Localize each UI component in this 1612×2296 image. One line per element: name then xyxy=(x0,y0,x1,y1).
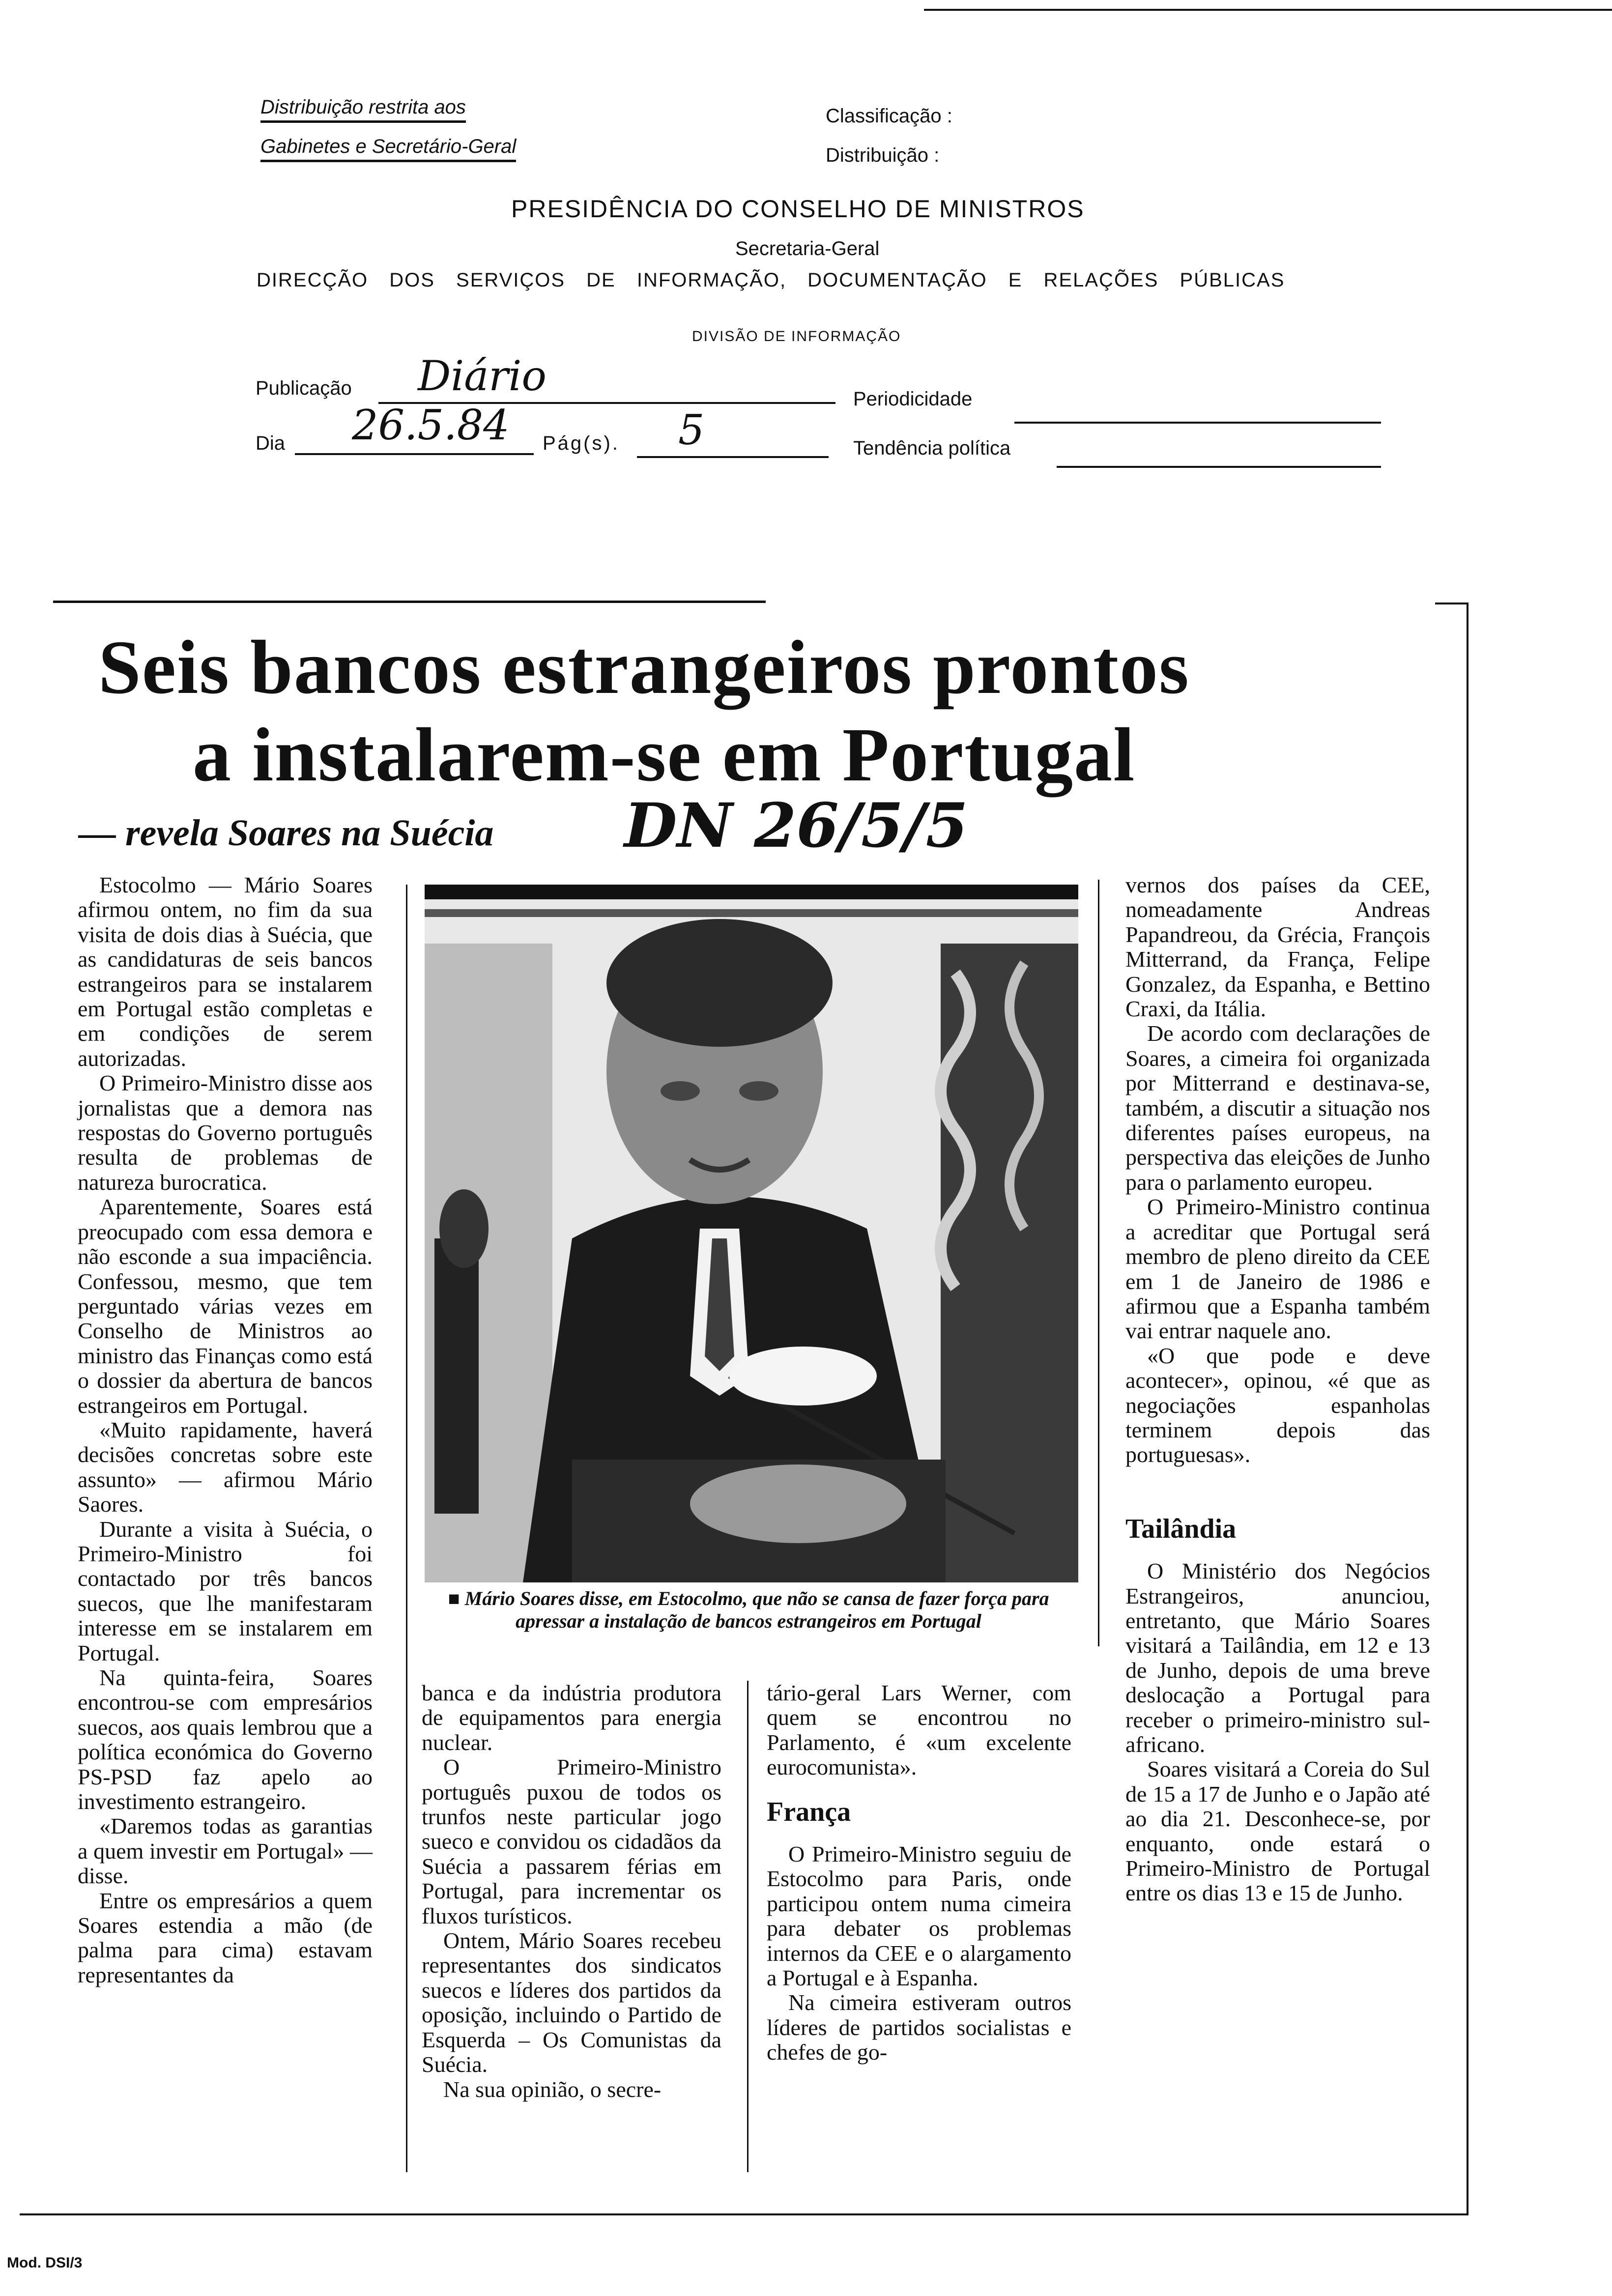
column-3 xyxy=(767,1681,1071,2065)
subheading-tailandia: Tailândia xyxy=(1125,1513,1237,1544)
paragraph: Estocolmo — Mário Soares afirmou ontem, no fim da sua visita de dois dias à Suécia, que as candidaturas de seis bancos estrangeiros para se instalarem em Portugal estão completas e em condições de serem autorizadas. xyxy=(78,872,373,1071)
pags-value: 5 xyxy=(678,406,705,454)
tendencia-line xyxy=(1057,466,1381,468)
dia-label: Dia xyxy=(256,432,286,454)
tendencia-label: Tendência política xyxy=(853,437,1011,459)
divisao-informacao: DIVISÃO DE INFORMAÇÃO xyxy=(692,328,901,344)
paragraph: Durante a visita à Suécia, o Primeiro-Ministro foi contactado por três bancos suecos, que lhe manifestaram interesse em se instalarem em Portugal. xyxy=(78,1516,373,1665)
paragraph: Ontem, Mário Soares recebeu representantes dos sindicatos suecos e líderes dos partidos da oposição, incluindo o Partido de Esquerda – Os Comunistas da Suécia. xyxy=(422,1928,721,2077)
restricted-line-2: Gabinetes e Secretário-Geral xyxy=(260,136,516,162)
dia-value: 26.5.84 xyxy=(352,401,510,449)
dia-line xyxy=(295,453,534,455)
paragraph: banca e da indústria produtora de equipamentos para energia nuclear. xyxy=(422,1680,721,1755)
pags-label: Pág(s). xyxy=(543,432,620,454)
periodicidade-label: Periodicidade xyxy=(853,388,973,410)
publicacao-label: Publicação xyxy=(256,377,352,399)
distribuicao-label: Distribuição : xyxy=(826,144,940,166)
headline-deck: — revela Soares na Suécia xyxy=(79,812,494,854)
paragraph: O Primeiro-Ministro seguiu de Estocolmo para Paris, onde participou ontem numa cimeira para debater os problemas internos da CEE e o alargamento a Portugal e à Espanha. xyxy=(767,1841,1071,1991)
photo-graphic xyxy=(425,885,1078,1582)
paragraph: Soares visitará a Coreia do Sul de 15 a 17 de Junho e o Japão até ao dia 21. Desconhece-se, por enquanto, onde estará o Primeiro-Ministro de Portugal entre os dias 13 e 15 de Junho. xyxy=(1125,1756,1430,1906)
paragraph: «O que pode e deve acontecer», opinou, «é que as negociações espanholas terminem depois das portuguesas». xyxy=(1125,1343,1430,1467)
column-separator-2 xyxy=(1098,880,1099,1646)
photo-mario-soares xyxy=(425,885,1078,1582)
column-2 xyxy=(422,1681,721,2102)
publicacao-value: Diário xyxy=(418,352,547,400)
paragraph: De acordo com declarações de Soares, a cimeira foi organizada por Mitterrand e destinava-se, também, a discutir a situação nos diferentes países europeus, na perspectiva das eleições de Junho para o parlamento europeu. xyxy=(1125,1021,1430,1195)
paragraph: O Primeiro-Ministro disse aos jornalistas que a demora nas respostas do Governo português resulta de problemas de natureza burocratica. xyxy=(78,1070,373,1195)
clipping-right-edge xyxy=(1467,603,1468,2214)
headline-line-2: a instalarem-se em Portugal xyxy=(193,712,1136,797)
paragraph: O Primeiro-Ministro português puxou de todos os trunfos neste particular jogo sueco e convidou os cidadãos da Suécia a passarem férias em Portugal, para incrementar os fluxos turísticos. xyxy=(422,1754,721,1928)
paragraph: Na quinta-feira, Soares encontrou-se com empresários suecos, aos quais lembrou que a política económica do Governo PS-PSD faz apelo ao investimento estrangeiro. xyxy=(78,1665,373,1814)
scan-top-line xyxy=(924,9,1612,11)
photo-caption: ■ Mário Soares disse, em Estocolmo, que não se cansa de fazer força para apressar a instalação de bancos estrangeiros em Portugal xyxy=(448,1587,1049,1632)
paragraph: tário-geral Lars Werner, com quem se encontrou no Parlamento, é «um excelente eurocomunista». xyxy=(767,1680,1071,1780)
model-code: Mod. DSI/3 xyxy=(7,2255,83,2271)
handwritten-note: DN 26/5/5 xyxy=(624,790,968,861)
paragraph: «Daremos todas as garantias a quem investir em Portugal» — disse. xyxy=(78,1813,373,1889)
paragraph: Entre os empresários a quem Soares estendia a mão (de palma para cima) estavam representantes da xyxy=(78,1888,373,1987)
paragraph: O Primeiro-Ministro continua a acreditar que Portugal será membro de pleno direito da CEE em 1 de Janeiro de 1986 e afirmou que a Espanha também vai entrar naquele ano. xyxy=(1125,1194,1430,1344)
periodicidade-line xyxy=(1014,422,1381,424)
secretaria-geral: Secretaria-Geral xyxy=(735,238,880,259)
org-title: PRESIDÊNCIA DO CONSELHO DE MINISTROS xyxy=(511,195,1085,223)
column-separator-1 xyxy=(406,885,407,2172)
direccao-servicos: DIRECÇÃO DOS SERVIÇOS DE INFORMAÇÃO, DOCUMENTAÇÃO E RELAÇÕES PÚBLICAS xyxy=(257,269,1285,291)
headline-line-1: Seis bancos estrangeiros prontos xyxy=(98,625,1190,710)
subheading-franca: França xyxy=(767,1796,851,1827)
paragraph: Aparentemente, Soares está preocupado com essa demora e não esconde a sua impaciência. Confessou, mesmo, que tem perguntado várias vezes em Conselho de Ministros ao ministro das Finanças como está o dossier da abertura de bancos estrangeiros em Portugal. xyxy=(78,1194,373,1418)
pags-line xyxy=(637,456,829,458)
paragraph: vernos dos países da CEE, nomeadamente Andreas Papandreou, da Grécia, François Mitterrand, da França, Felipe Gonzalez, da Espanha, e Bettino Craxi, da Itália. xyxy=(1125,872,1430,1022)
column-separator-3 xyxy=(747,1681,748,2172)
clipping-top-rule xyxy=(53,601,766,603)
paragraph: O Ministério dos Negócios Estrangeiros, anunciou, entretanto, que Mário Soares visitará a Tailândia, em 12 e 13 de Junho, depois de uma breve deslocação a Portugal para receber o primeiro-ministro sul-africano. xyxy=(1125,1558,1430,1757)
paragraph: Na sua opinião, o secre- xyxy=(443,2076,662,2102)
classificacao-label: Classificação : xyxy=(826,105,952,127)
paragraph: Na cimeira estiveram outros líderes de partidos socialistas e chefes de go- xyxy=(767,1990,1071,2065)
restricted-line-1: Distribuição restrita aos xyxy=(260,96,466,123)
column-4 xyxy=(1125,873,1430,1906)
paragraph: «Muito rapidamente, haverá decisões concretas sobre este assunto» — afirmou Mário Saores. xyxy=(78,1417,373,1517)
clipping-right-tick xyxy=(1435,603,1468,604)
column-1 xyxy=(78,873,373,1987)
clipping-bottom-rule xyxy=(20,2213,1468,2215)
